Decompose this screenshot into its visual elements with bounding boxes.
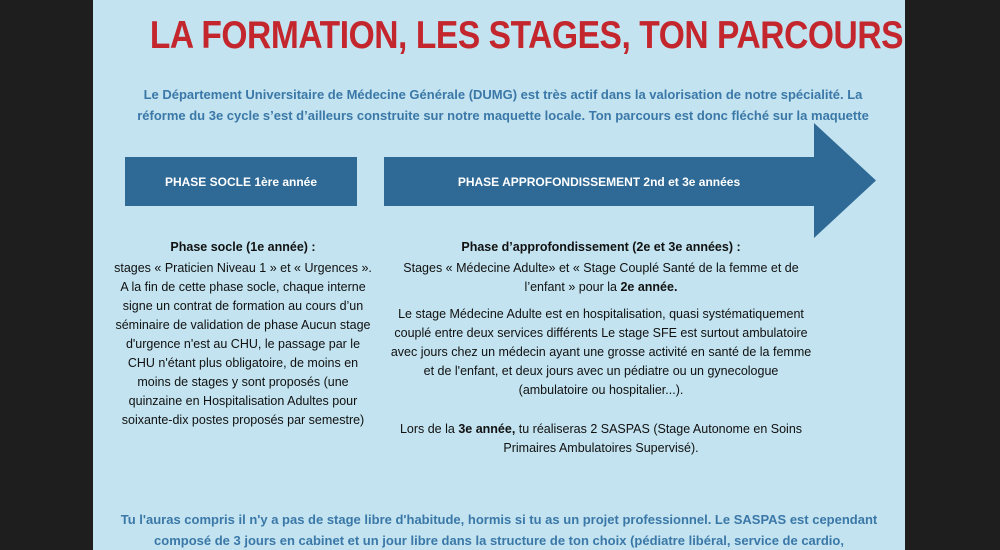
approfondissement-p3-post: tu réaliseras 2 SASPAS (Stage Autonome en Soins Primaires Ambulatoires Supervisé).	[503, 422, 803, 455]
approfondissement-p3-pre: Lors de la	[399, 422, 459, 436]
approfondissement-p3-bold: 3e année,	[458, 422, 516, 436]
approfondissement-p3	[389, 420, 813, 458]
approfondissement-heading: Phase d’approfondissement (2e et 3e années) :	[461, 240, 741, 254]
socle-text: stages « Praticien Niveau 1 » et « Urgences ». A la fin de cette phase socle, chaque interne signe un contrat de formation au cours d’un séminaire de validation de phase Aucun stage d'urgence n'est au CHU, le passage par le CHU n'étant plus obligatoire, de moins en moins de stages y sont proposés (une quinzaine en Hospitalisation Adultes pour soixante-dix postes proposés par semestre)	[114, 261, 372, 427]
phase-socle-label: PHASE SOCLE 1ère année	[164, 174, 318, 189]
approfondissement-p1-bold: 2e année.	[620, 280, 678, 294]
slide	[93, 0, 905, 550]
phase-approfondissement-label: PHASE APPROFONDISSEMENT 2nd et 3e années	[457, 174, 741, 189]
approfondissement-p1-text: Stages « Médecine Adulte» et « Stage Couplé Santé de la femme et de l’enfant » pour la	[403, 261, 799, 294]
socle-heading: Phase socle (1e année) :	[170, 240, 316, 254]
phase-socle-box	[125, 157, 357, 206]
page-title: LA FORMATION, LES STAGES, TON PARCOURS	[149, 14, 904, 57]
approfondissement-p2: Le stage Médecine Adulte est en hospitalisation, quasi systématiquement couplé entre deux services différents Le stage SFE est surtout ambulatoire avec jours chez un médecin ayant une grosse activité en santé de la femme et de l'enfant, et deux jours avec un pédiatre ou un gynecologue (ambulatoire ou hospitalier...).	[390, 307, 812, 397]
approfondissement-column	[389, 238, 813, 458]
bottom-paragraph: Tu l'auras compris il n'y a pas de stage libre d'habitude, hormis si tu as un projet professionnel. Le SASPAS est cependant composé de 3 jours en cabinet et un jour libre dans la structure de ton choix (pédiatre libéral, service de cardio,	[120, 512, 878, 548]
intro-paragraph: Le Département Universitaire de Médecine Générale (DUMG) est très actif dans la valorisation de notre spécialité. La réforme du 3e cycle s’est d’ailleurs construite sur notre maquette locale. Ton parcours est donc fléché sur la maquette	[137, 87, 869, 123]
phase-approfondissement-label-box	[384, 157, 814, 206]
approfondissement-p1	[389, 259, 813, 297]
socle-column	[113, 238, 373, 430]
